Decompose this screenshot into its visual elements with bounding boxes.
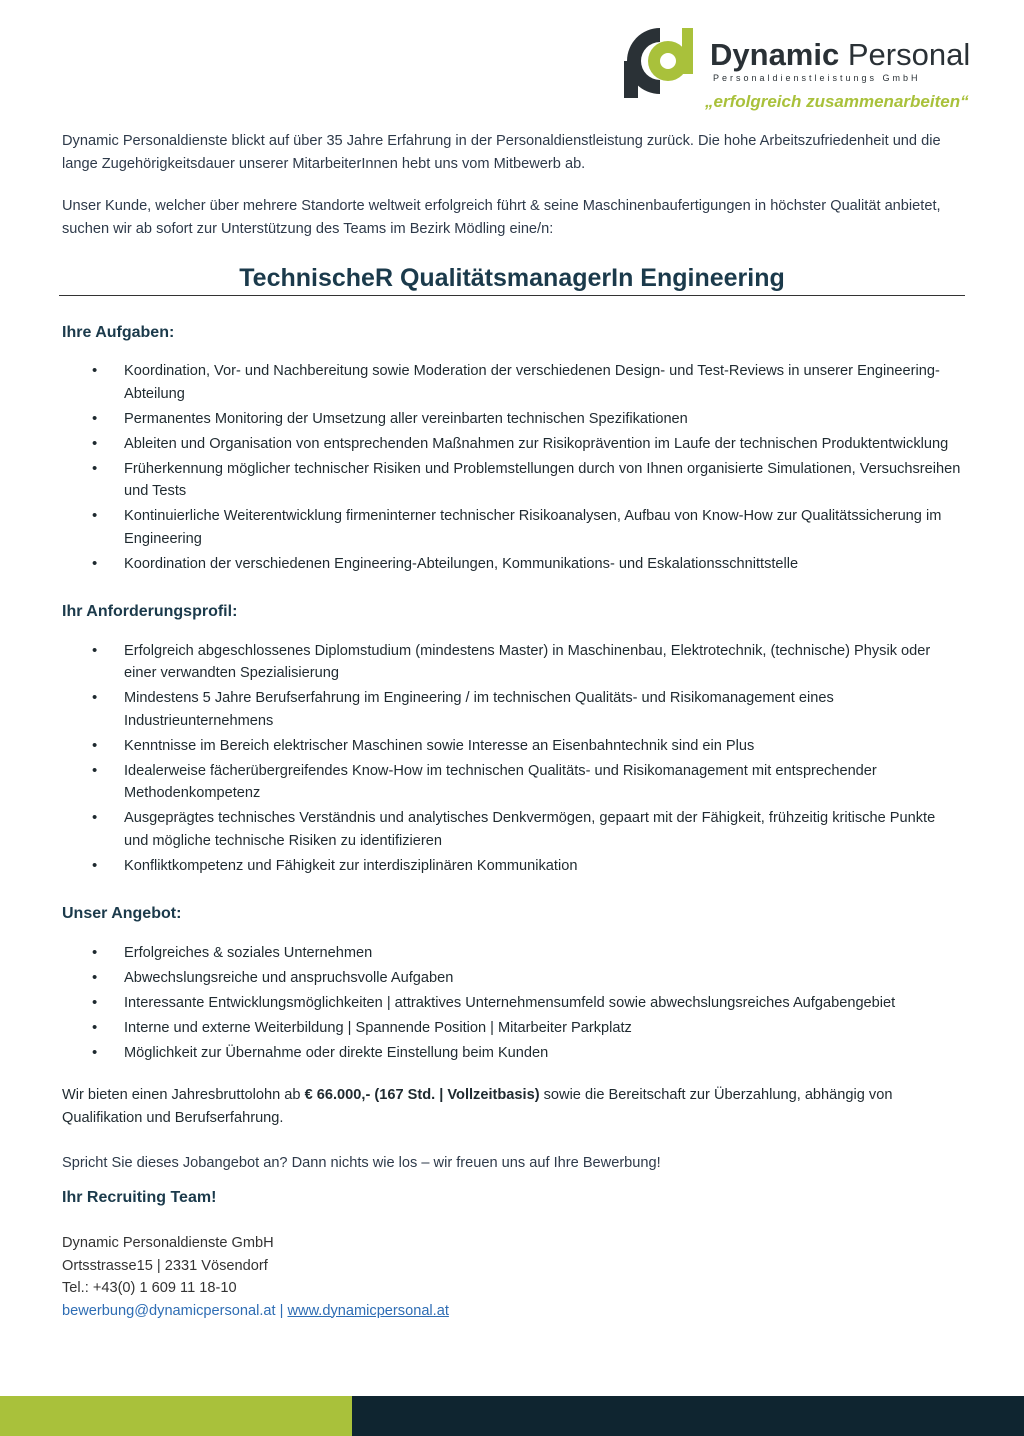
list-item: • Möglichkeit zur Übernahme oder direkte Einstellung beim Kunden — [62, 1042, 962, 1065]
salary-paragraph: Wir bieten einen Jahresbruttolohn ab € 66.000,- (167 Std. | Vollzeitbasis) sowie die Bereitschaft zur Überzahlung, abhängig von Qualifikation und Berufserfahrung. — [62, 1087, 893, 1126]
company-address: Ortsstrasse15 | 2331 Vösendorf — [62, 1257, 268, 1274]
list-item: • Interne und externe Weiterbildung | Spannende Position | Mitarbeiter Parkplatz — [62, 1017, 962, 1040]
footer-green-bar — [0, 1396, 352, 1436]
closing-text: Spricht Sie dieses Jobangebot an? Dann nichts wie los – wir freuen uns auf Ihre Bewerbung! — [62, 1155, 661, 1171]
profile-heading: Ihr Anforderungsprofil: — [62, 603, 238, 620]
contact-links: bewerbung@dynamicpersonal.at | www.dynamicpersonal.at — [62, 1302, 449, 1319]
brand-subtitle: Personaldienstleistungs GmbH — [713, 73, 921, 83]
company-phone: Tel.: +43(0) 1 609 11 18-10 — [62, 1280, 237, 1296]
list-item: • Idealerweise fächerübergreifendes Know-How im technischen Qualitäts- und Risikomanagement mit entsprechender Methodenkompetenz — [62, 760, 962, 805]
salary-amount: € 66.000,- (167 Std. | Vollzeitbasis) — [304, 1087, 540, 1103]
tasks-heading: Ihre Aufgaben: — [62, 323, 175, 341]
list-item: • Erfolgreich abgeschlossenes Diplomstudium (mindestens Master) in Maschinenbau, Elektrotechnik, (technische) Physik oder einer verwandten Spezialisierung — [62, 640, 962, 685]
list-item: • Konfliktkompetenz und Fähigkeit zur interdisziplinären Kommunikation — [62, 855, 962, 878]
list-item: • Ausgeprägtes technisches Verständnis und analytisches Denkvermögen, gepaart mit der Fähigkeit, frühzeitig kritische Punkte und mögliche technische Risiken zu identifizieren — [62, 807, 962, 852]
footer-dark-bar — [352, 1396, 1024, 1436]
list-item: • Kontinuierliche Weiterentwicklung firmeninterner technischer Risikoanalysen, Aufbau von Know-How zur Qualitätssicherung im Engineering — [62, 505, 962, 550]
intro-paragraph: Dynamic Personaldienste blickt auf über 35 Jahre Erfahrung in der Personaldienstleistung zurück. Die hohe Arbeitszufriedenheit und die lange Zugehörigkeitsdauer unserer MitarbeiterInnen hebt uns vom Mitbewerb ab. — [62, 133, 941, 172]
team-signature: Ihr Recruiting Team! — [62, 1188, 217, 1206]
client-paragraph: Unser Kunde, welcher über mehrere Standorte weltweit erfolgreich führt & seine Maschinenbaufertigungen in höchster Qualität anbietet, suchen wir ab sofort zur Unterstützung des Teams im Bezirk Mödling eine/n: — [62, 198, 941, 237]
job-posting — [62, 130, 962, 1322]
list-item: • Interessante Entwicklungsmöglichkeiten | attraktives Unternehmensumfeld sowie abwechslungsreiches Aufgabengebiet — [62, 992, 962, 1015]
email-link[interactable]: bewerbung@dynamicpersonal.at — [62, 1302, 276, 1319]
profile-list — [62, 640, 962, 878]
list-item: • Kenntnisse im Bereich elektrischer Maschinen sowie Interesse an Eisenbahntechnik sind ein Plus — [62, 735, 962, 758]
list-item: • Erfolgreiches & soziales Unternehmen — [62, 942, 962, 965]
offer-list — [62, 942, 962, 1065]
list-item: • Früherkennung möglicher technischer Risiken und Problemstellungen durch von Ihnen organisierte Simulationen, Versuchsreihen und Tests — [62, 458, 962, 503]
brand-name: Dynamic Personal — [710, 37, 971, 72]
company-name: Dynamic Personaldienste GmbH — [62, 1235, 274, 1251]
tasks-list — [62, 360, 962, 575]
list-item: • Ableiten und Organisation von entsprechenden Maßnahmen zur Risikoprävention im Laufe der technischen Produktentwicklung — [62, 433, 962, 456]
job-title: TechnischeR QualitätsmanagerIn Engineering — [59, 267, 965, 296]
contact-block — [62, 1232, 962, 1322]
website-link[interactable]: www.dynamicpersonal.at — [287, 1302, 449, 1319]
offer-heading: Unser Angebot: — [62, 905, 182, 922]
list-item: • Permanentes Monitoring der Umsetzung aller vereinbarten technischen Spezifikationen — [62, 408, 962, 431]
list-item: • Koordination der verschiedenen Engineering-Abteilungen, Kommunikations- und Eskalationsschnittstelle — [62, 553, 962, 576]
company-logo — [620, 24, 990, 114]
list-item: • Koordination, Vor- und Nachbereitung sowie Moderation der verschiedenen Design- und Test-Reviews in unserer Engineering-Abteilung — [62, 360, 962, 405]
slogan: „erfolgreich zusammenarbeiten“ — [705, 92, 969, 111]
list-item: • Mindestens 5 Jahre Berufserfahrung im Engineering / im technischen Qualitäts- und Risikomanagement eines Industrieunternehmens — [62, 687, 962, 732]
list-item: • Abwechslungsreiche und anspruchsvolle Aufgaben — [62, 967, 962, 990]
dp-logo-icon — [620, 24, 700, 98]
